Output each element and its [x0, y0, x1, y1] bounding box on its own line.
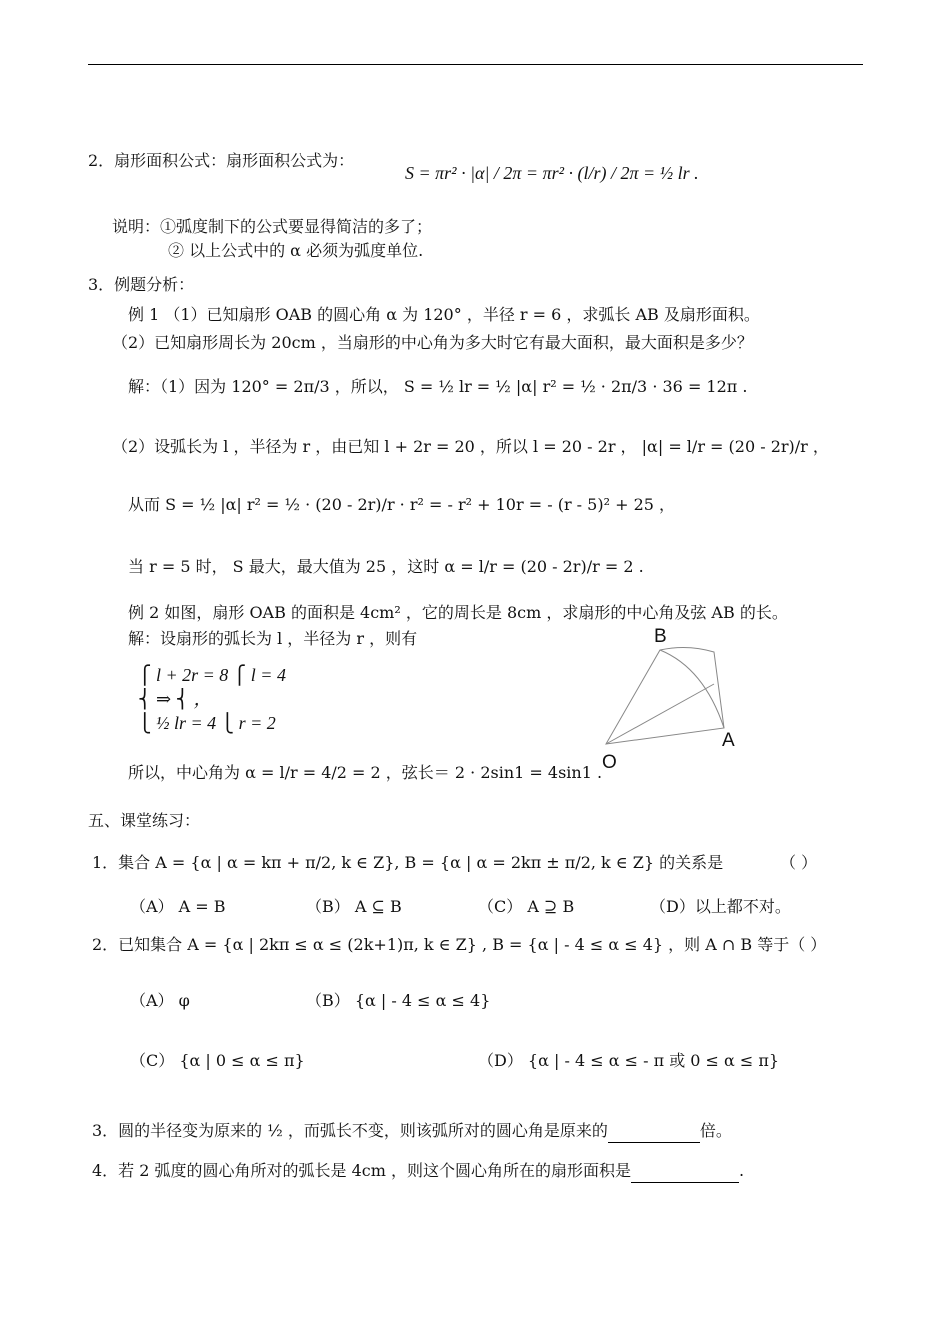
- header-rule: [88, 64, 863, 65]
- question-2-option-c: （C） {α | 0 ≤ α ≤ π}: [130, 1051, 305, 1070]
- question-3-blank[interactable]: [608, 1120, 700, 1143]
- solution-4: 当 r = 5 时， S 最大，最大值为 25 ，这时 α = l/r = (20 - 2r)/r = 2 .: [128, 557, 644, 576]
- solution-3: 从而 S = ½ |α| r² = ½ · (20 - 2r)/r · r² = - r² + 10r = - (r - 5)² + 25 ，: [128, 495, 676, 514]
- example-1-part-2: （2）已知扇形周长为 20cm ，当扇形的中心角为多大时它有最大面积，最大面积是多少？: [112, 333, 753, 352]
- section-5-title: 五、课堂练习：: [88, 811, 201, 830]
- note-2: ② 以上公式中的 α 必须为弧度单位.: [168, 241, 424, 260]
- question-1-option-c: （C） A ⊇ B: [478, 897, 575, 916]
- solution-1: 解：（1）因为 120° = 2π/3 ，所以， S = ½ lr = ½ |α| r² = ½ · 2π/3 · 36 = 12π .: [128, 377, 748, 396]
- example-2: 例 2 如图，扇形 OAB 的面积是 4cm² ，它的周长是 8cm ，求扇形的中心角及弦 AB 的长。: [128, 603, 788, 622]
- solution-2: （2）设弧长为 l ，半径为 r ，由已知 l + 2r = 20 ，所以 l = 20 - 2r ， |α| = l/r = (20 - 2r)/r ，: [112, 437, 829, 456]
- sector-area-formula: S = πr² · |α| / 2π = πr² · (l/r) / 2π = ½ lr .: [405, 163, 699, 183]
- section-2-title: 2．扇形面积公式：扇形面积公式为：: [88, 151, 355, 170]
- question-4-blank[interactable]: [631, 1160, 739, 1183]
- point-b-label: B: [654, 626, 667, 647]
- equation-system-row-3: ⎩ ½ lr = 4 ⎩ r = 2: [138, 713, 276, 733]
- question-1-option-b: （B） A ⊆ B: [306, 897, 402, 916]
- question-4: [92, 1160, 744, 1183]
- equation-system-row-1: ⎧ l + 2r = 8 ⎧ l = 4: [138, 665, 286, 685]
- note-1: 说明：①弧度制下的公式要显得简洁的多了；: [112, 217, 433, 236]
- point-o-label: O: [602, 752, 617, 773]
- question-3-text: 3．圆的半径变为原来的 ½ ，而弧长不变，则该弧所对的圆心角是原来的: [92, 1121, 608, 1140]
- question-3-suffix: 倍。: [699, 1121, 732, 1140]
- question-2-option-b: （B） {α | - 4 ≤ α ≤ 4}: [306, 991, 491, 1010]
- example-2-solution-intro: 解：设扇形的弧长为 l ，半径为 r ，则有: [128, 629, 418, 648]
- example-2-result: 所以，中心角为 α = l/r = 4/2 = 2 ，弦长＝ 2 · 2sin1 = 4sin1 .: [128, 763, 603, 782]
- question-1-option-a: （A） A = B: [130, 897, 226, 916]
- section-3-title: 3．例题分析：: [88, 275, 195, 294]
- question-3: [92, 1120, 732, 1143]
- question-4-suffix: .: [739, 1161, 745, 1180]
- sector-outline: [606, 647, 724, 744]
- question-2: 2．已知集合 A = {α | 2kπ ≤ α ≤ (2k+1)π, k ∈ Z} , B = {α | - 4 ≤ α ≤ 4} ，则 A ∩ B 等于（ ）: [92, 935, 827, 954]
- example-1-part-1: 例 1 （1）已知扇形 OAB 的圆心角 α 为 120° ，半径 r = 6 ，求弧长 AB 及扇形面积。: [128, 305, 760, 324]
- equation-system-row-2: ⎨ ⇒ ⎨ ，: [138, 689, 212, 709]
- question-2-option-a: （A） φ: [130, 991, 190, 1010]
- question-2-option-d: （D） {α | - 4 ≤ α ≤ - π 或 0 ≤ α ≤ π}: [478, 1051, 780, 1070]
- chord-ab: [660, 650, 724, 728]
- question-1-option-d: （D）以上都不对。: [650, 897, 791, 916]
- question-1-answer-slot: （ ）: [780, 853, 818, 872]
- question-1: 1．集合 A = {α | α = kπ + π/2, k ∈ Z}, B = {α | α = 2kπ ± π/2, k ∈ Z} 的关系是: [92, 853, 724, 872]
- point-a-label: A: [722, 730, 735, 751]
- radius-line: [606, 684, 714, 744]
- question-4-text: 4．若 2 弧度的圆心角所对的弧长是 4cm ，则这个圆心角所在的扇形面积是: [92, 1161, 632, 1180]
